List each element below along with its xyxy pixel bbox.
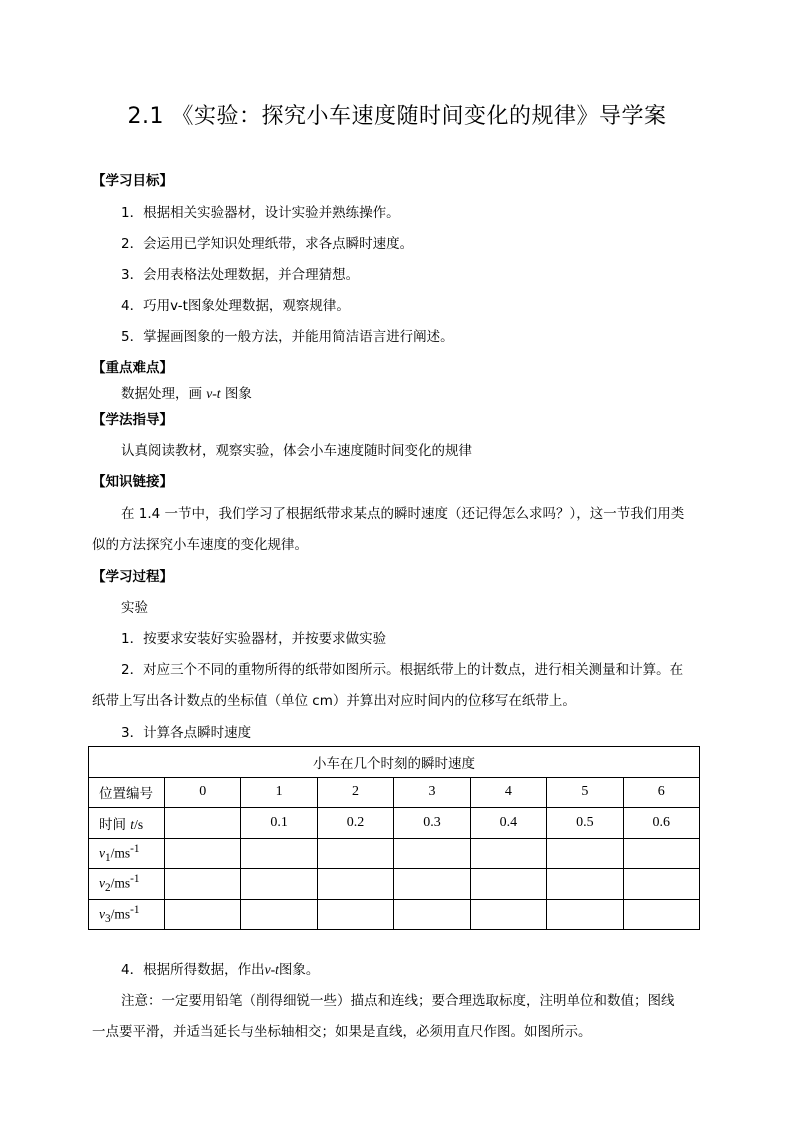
- empty-cell: [623, 838, 699, 869]
- row-label-v2: [89, 869, 165, 900]
- empty-cell: [623, 899, 699, 930]
- velocity-table: [88, 746, 700, 930]
- empty-cell: [317, 869, 393, 900]
- process-subheading: 实验: [121, 600, 148, 616]
- time-cell: 0.1: [241, 808, 317, 839]
- key-points-suffix: 图象: [220, 386, 252, 402]
- key-points-text: [121, 384, 252, 404]
- objective-item: 5．掌握画图象的一般方法，并能用简洁语言进行阐述。: [121, 329, 454, 345]
- page-title: 2.1 《实验：探究小车速度随时间变化的规律》导学案: [127, 104, 667, 129]
- note-line1: 注意：一定要用铅笔（削得细锐一些）描点和连线；要合理选取标度，注明单位和数值；图线: [121, 993, 675, 1009]
- empty-cell: [394, 838, 470, 869]
- empty-cell: [317, 899, 393, 930]
- links-text-line1: 在 1.4 一节中，我们学习了根据纸带求某点的瞬时速度（还记得怎么求吗？），这一节我们用类: [121, 506, 685, 522]
- velocity-unit: /ms: [110, 845, 131, 861]
- vt-variable: v-t: [206, 386, 221, 401]
- row-label-position: 位置编号: [89, 777, 165, 808]
- empty-cell: [317, 838, 393, 869]
- key-points-prefix: 数据处理，画: [121, 386, 207, 402]
- time-cell: [165, 808, 241, 839]
- time-variable: t: [130, 816, 135, 832]
- table-caption: 小车在几个时刻的瞬时速度: [89, 747, 700, 778]
- empty-cell: [394, 899, 470, 930]
- vt-variable: v-t: [264, 962, 279, 977]
- position-cell: 4: [470, 777, 546, 808]
- time-label-text: 时间: [99, 816, 131, 833]
- velocity-variable: v: [99, 906, 105, 922]
- empty-cell: [165, 869, 241, 900]
- process-step-1: 1．按要求安装好实验器材，并按要求做实验: [121, 631, 387, 647]
- empty-cell: [470, 869, 546, 900]
- empty-cell: [623, 869, 699, 900]
- step-4-suffix: 图象。: [278, 962, 320, 978]
- velocity-exponent: -1: [130, 873, 140, 886]
- time-cell: 0.2: [317, 808, 393, 839]
- empty-cell: [241, 899, 317, 930]
- velocity-subscript: 3: [105, 912, 111, 925]
- time-cell: 0.6: [623, 808, 699, 839]
- objective-item: 2．会运用已学知识处理纸带，求各点瞬时速度。: [121, 236, 414, 252]
- empty-cell: [547, 838, 623, 869]
- process-step-2-line2: 纸带上写出各计数点的坐标值（单位 cm）并算出对应时间内的位移写在纸带上。: [92, 693, 576, 709]
- row-label-v1: [89, 838, 165, 869]
- position-cell: 1: [241, 777, 317, 808]
- method-heading: 【学法指导】: [92, 412, 173, 428]
- empty-cell: [470, 838, 546, 869]
- velocity-variable: v: [99, 845, 105, 861]
- time-cell: 0.4: [470, 808, 546, 839]
- velocity-unit: /ms: [110, 906, 131, 922]
- process-heading: 【学习过程】: [92, 569, 173, 585]
- position-cell: 3: [394, 777, 470, 808]
- objective-item: 4．巧用v-t图象处理数据，观察规律。: [121, 298, 350, 314]
- objectives-heading: 【学习目标】: [92, 173, 173, 189]
- table-row-positions: [89, 777, 700, 808]
- time-unit: /s: [134, 816, 144, 832]
- links-heading: 【知识链接】: [92, 474, 173, 490]
- velocity-subscript: 2: [105, 882, 111, 895]
- velocity-variable: v: [99, 875, 105, 891]
- table-row-v2: [89, 869, 700, 900]
- row-label-v3: [89, 899, 165, 930]
- objective-item: 3．会用表格法处理数据，并合理猜想。: [121, 267, 360, 283]
- position-cell: 5: [547, 777, 623, 808]
- velocity-exponent: -1: [130, 842, 140, 855]
- empty-cell: [241, 869, 317, 900]
- position-cell: 0: [165, 777, 241, 808]
- process-step-4: [121, 960, 319, 980]
- row-label-time: [89, 808, 165, 839]
- empty-cell: [470, 899, 546, 930]
- table-row-v3: [89, 899, 700, 930]
- time-cell: 0.3: [394, 808, 470, 839]
- links-text-line2: 似的方法探究小车速度的变化规律。: [92, 537, 308, 553]
- method-text: 认真阅读教材，观察实验，体会小车速度随时间变化的规律: [121, 443, 472, 459]
- note-line2: 一点要平滑，并适当延长与坐标轴相交；如果是直线，必须用直尺作图。如图所示。: [92, 1024, 592, 1040]
- empty-cell: [165, 838, 241, 869]
- position-cell: 2: [317, 777, 393, 808]
- empty-cell: [165, 899, 241, 930]
- table-row-times: [89, 808, 700, 839]
- velocity-subscript: 1: [105, 851, 111, 864]
- empty-cell: [394, 869, 470, 900]
- table-row-v1: [89, 838, 700, 869]
- step-4-prefix: 4．根据所得数据，作出: [121, 962, 265, 978]
- empty-cell: [547, 869, 623, 900]
- process-step-3: 3．计算各点瞬时速度: [121, 725, 252, 741]
- velocity-unit: /ms: [110, 875, 131, 891]
- objective-item: 1．根据相关实验器材，设计实验并熟练操作。: [121, 205, 400, 221]
- process-step-2-line1: 2．对应三个不同的重物所得的纸带如图所示。根据纸带上的计数点，进行相关测量和计算。在: [121, 662, 684, 678]
- velocity-exponent: -1: [130, 903, 140, 916]
- table-caption-row: [89, 747, 700, 778]
- empty-cell: [241, 838, 317, 869]
- position-cell: 6: [623, 777, 699, 808]
- time-cell: 0.5: [547, 808, 623, 839]
- empty-cell: [547, 899, 623, 930]
- key-points-heading: 【重点难点】: [92, 360, 173, 376]
